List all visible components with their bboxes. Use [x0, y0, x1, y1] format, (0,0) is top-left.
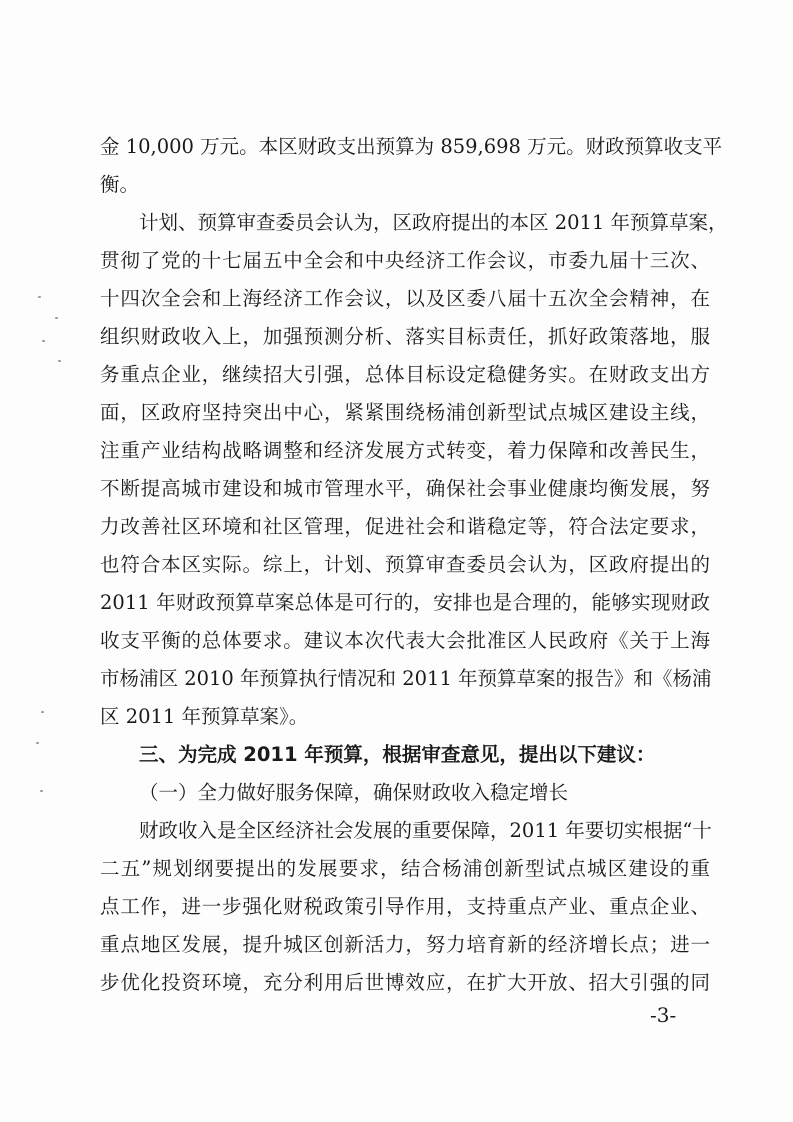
- text-line: 十四次全会和上海经济工作会议，以及区委八届十五次全会精神，在: [100, 287, 710, 310]
- text-line: 重点地区发展，提升城区创新活力，努力培育新的经济增长点；进一: [100, 933, 710, 956]
- scan-speck: [42, 340, 45, 342]
- text-line: 注重产业结构战略调整和经济发展方式转变，着力保障和改善民生，: [100, 439, 710, 462]
- paragraph-start-line: 财政收入是全区经济社会发展的重要保障，2011 年要切实根据“十: [139, 819, 712, 842]
- scan-speck: [41, 711, 44, 713]
- text-line: 也符合本区实际。综上，计划、预算审查委员会认为，区政府提出的: [100, 553, 710, 576]
- text-line: 区 2011 年预算草案》。: [100, 705, 309, 728]
- body-text: [100, 128, 728, 1002]
- page-number: -3-: [650, 1003, 677, 1027]
- text-line: 衡。: [100, 173, 140, 196]
- text-line: 金 10,000 万元。本区财政支出预算为 859,698 万元。财政预算收支平: [100, 135, 723, 158]
- text-line: 不断提高城市建设和城市管理水平，确保社会事业健康均衡发展，努: [100, 477, 710, 500]
- text-line: 2011 年财政预算草案总体是可行的，安排也是合理的，能够实现财政: [100, 591, 710, 614]
- scan-speck: [38, 296, 41, 298]
- text-line: 力改善社区环境和社区管理，促进社会和谐稳定等，符合法定要求，: [100, 515, 710, 538]
- scan-speck: [40, 790, 43, 792]
- text-line: 收支平衡的总体要求。建议本次代表大会批准区人民政府《关于上海: [100, 629, 710, 652]
- text-line: 务重点企业，继续招大引强，总体目标设定稳健务实。在财政支出方: [100, 363, 710, 386]
- text-line: 组织财政收入上，加强预测分析、落实目标责任，抓好政策落地，服: [100, 325, 710, 348]
- section-heading: 三、为完成 2011 年预算，根据审查意见，提出以下建议：: [139, 743, 656, 766]
- text-line: 步优化投资环境，充分利用后世博效应，在扩大开放、招大引强的同: [100, 971, 710, 994]
- scan-speck: [36, 742, 39, 744]
- paragraph-start-line: 计划、预算审查委员会认为，区政府提出的本区 2011 年预算草案，: [139, 211, 728, 234]
- scan-speck: [58, 360, 61, 362]
- text-line: 面，区政府坚持突出中心，紧紧围绕杨浦创新型试点城区建设主线，: [100, 401, 710, 424]
- scan-speck: [55, 317, 58, 319]
- text-line: 二五”规划纲要提出的发展要求，结合杨浦创新型试点城区建设的重: [100, 857, 710, 880]
- text-line: 市杨浦区 2010 年预算执行情况和 2011 年预算草案的报告》和《杨浦: [100, 667, 712, 690]
- text-line: 点工作，进一步强化财税政策引导作用，支持重点产业、重点企业、: [100, 895, 710, 918]
- text-line: 贯彻了党的十七届五中全会和中央经济工作会议，市委九届十三次、: [100, 249, 710, 272]
- subsection-heading: （一）全力做好服务保障，确保财政收入稳定增长: [139, 781, 569, 804]
